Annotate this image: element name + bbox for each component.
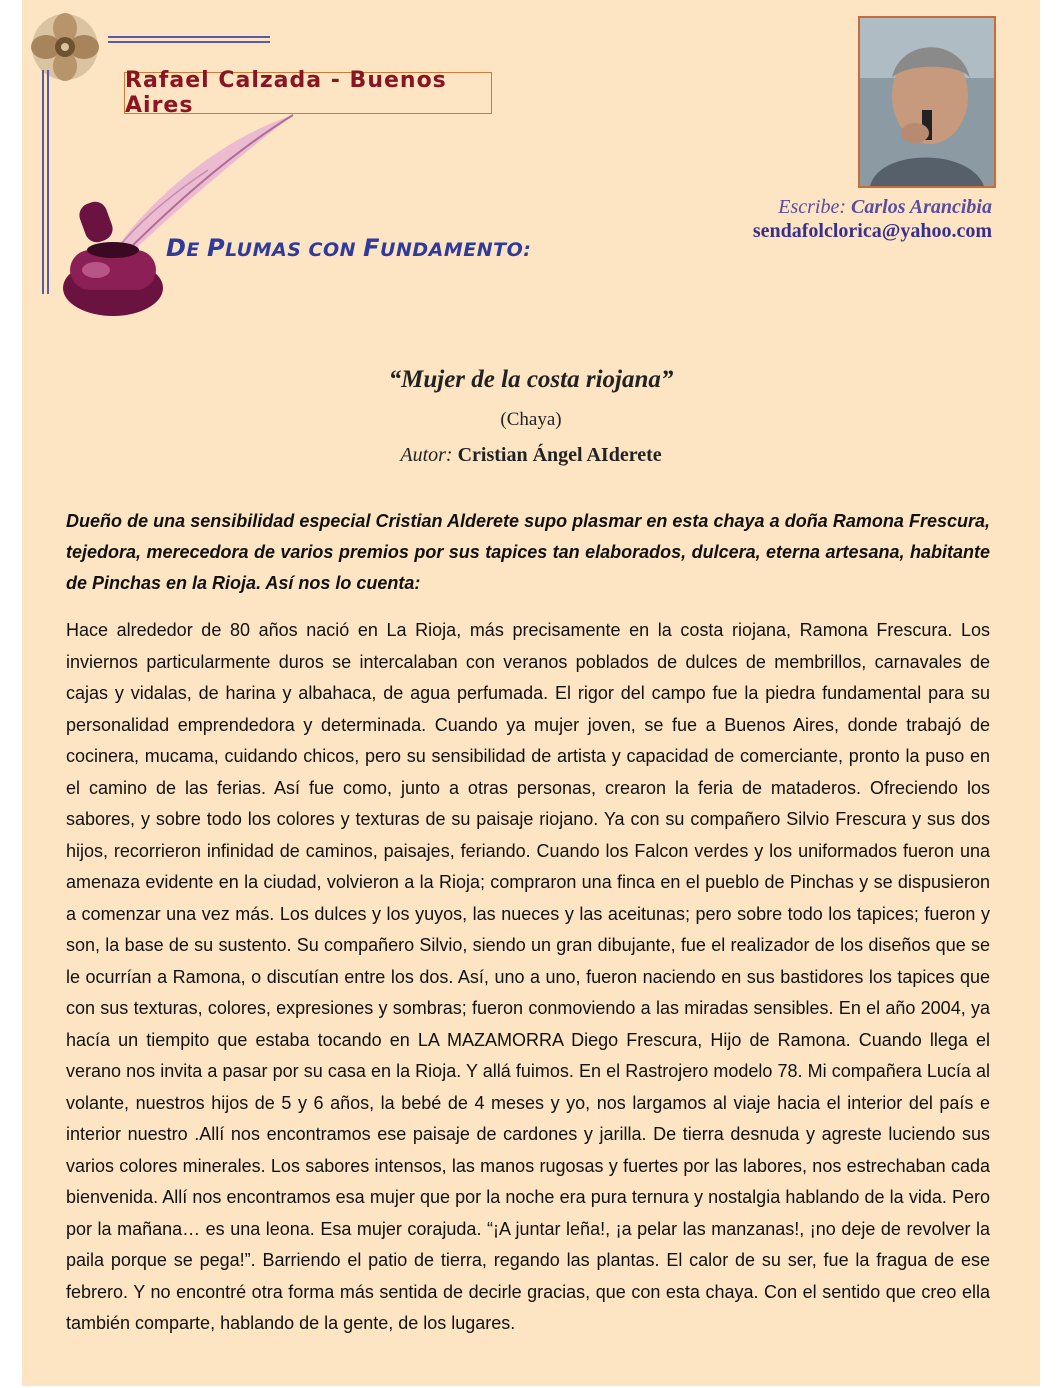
header-rule-vertical <box>42 70 44 294</box>
article-title: “Mujer de la costa riojana” <box>388 366 674 393</box>
writer-name: Carlos Arancibia <box>851 196 992 218</box>
column-name-part: D <box>166 234 187 262</box>
article-intro: Dueño de una sensibilidad especial Cristian Alderete supo plasmar en esta chaya a doña Ramona Frescura, tejedora, merecedora de varios premios por sus tapices tan elaborados, dulcera, eterna artesana, habitante de Pinchas en la Rioja. Así nos lo cuenta: <box>66 511 990 593</box>
header-rule <box>108 36 270 38</box>
section-title: Rafael Calzada - Buenos Aires <box>125 68 447 118</box>
article-body: Hace alrededor de 80 años nació en La Rioja, más precisamente en la costa riojana, Ramona Frescura. Los inviernos particularmente duros se intercalaban con veranos poblados de dulces de membrillos, carnavales de cajas y vidalas, de harina y albahaca, de agua perfumada. El rigor del campo fue la piedra fundamental para su personalidad emprendedora y determinada. Cuando ya mujer joven, se fue a Buenos Aires, donde trabajó de cocinera, mucama, cuidando chicos, pero su sensibilidad de artista y capacidad de comerciante, pronto la puso en el camino de las ferias. Así fue como, junto a otras personas, crearon la feria de mataderos. Ofreciendo los sabores, y sobre todo los colores y texturas de su paisaje riojano. Ya con su compañero Silvio Frescura y sus dos hijos, recorrieron infinidad de caminos, paisajes, feriando. Cuando los Falcon verdes y los uniformados fueron una amenaza evidente en la ciudad, volvieron a la Rioja; compraron una finca en el pueblo de Pinchas y se dispusieron a comenzar una vez más. Los dulces y los yuyos, las nueces y las aceitunas; pero sobre todo los tapices; fueron y son, la base de su sustento. Su compañero Silvio, siendo un gran dibujante, fue el realizador de los diseños que se le ocurrían a Ramona, o discutían entre los dos. Así, uno a uno, fueron naciendo en sus bastidores los tapices que con sus texturas, colores, expresiones y sombras; fueron conmoviendo a las miradas sensibles. En el año 2004, ya hacía un tiempito que estaba tocando en LA MAZAMORRA Diego Frescura, Hijo de Ramona. Cuando llega el verano nos invita a pasar por su casa en la Rioja. Y allá fuimos. En el Rastrojero modelo 78. Mi compañera Lucía al volante, nuestros hijos de 5 y 6 años, la bebé de 4 meses y yo, nos largamos al viaje hacia el interior del país e interior nuestro .Allí nos encontramos ese paisaje de cardones y jarilla. De tierra desnuda y agreste luciendo sus varios colores minerales. Los sabores intensos, las manos rugosas y fuertes por las labores, nos estrechaban cada bienvenida. Allí nos encontramos esa mujer que por la noche era pura ternura y nostalgia hablando de la vida. Pero por la mañana… es una leona. Esa mujer corajuda. “¡A juntar leña!, ¡a pelar las manzanas!, ¡no deje de revolver la paila porque se pega!”. Barriendo el patio de tierra, regando las plantas. El calor de su ser, fue la fragua de ese febrero. Y no encontré otra forma más sentida de decirle gracias, que con esta chaya. Con el sentido que creo ella también comparte, hablando de la gente, de los lugares. <box>66 620 990 1333</box>
writer-email: sendafolclorica@yahoo.com <box>752 220 992 242</box>
article-author <box>22 444 1040 467</box>
quill-inkwell-icon <box>48 110 298 320</box>
column-name <box>166 234 531 262</box>
column-name-part: E <box>186 239 208 261</box>
section-label-box <box>124 68 492 118</box>
header-rule <box>108 41 270 43</box>
column-name-part: P <box>207 234 226 262</box>
author-label: Autor: <box>400 444 458 466</box>
author-name: Cristian Ángel AIderete <box>457 444 662 466</box>
writer-label: Escribe: <box>778 196 852 218</box>
page <box>22 0 1040 1386</box>
writer-credit <box>753 195 992 243</box>
flower-ornament-icon <box>30 12 100 82</box>
column-name-part: LUMAS CON <box>225 239 364 261</box>
author-photo <box>858 16 996 188</box>
column-name-part: UNDAMENTO: <box>380 239 532 261</box>
column-name-part: F <box>363 234 381 262</box>
article-subtitle: (Chaya) <box>500 409 562 430</box>
